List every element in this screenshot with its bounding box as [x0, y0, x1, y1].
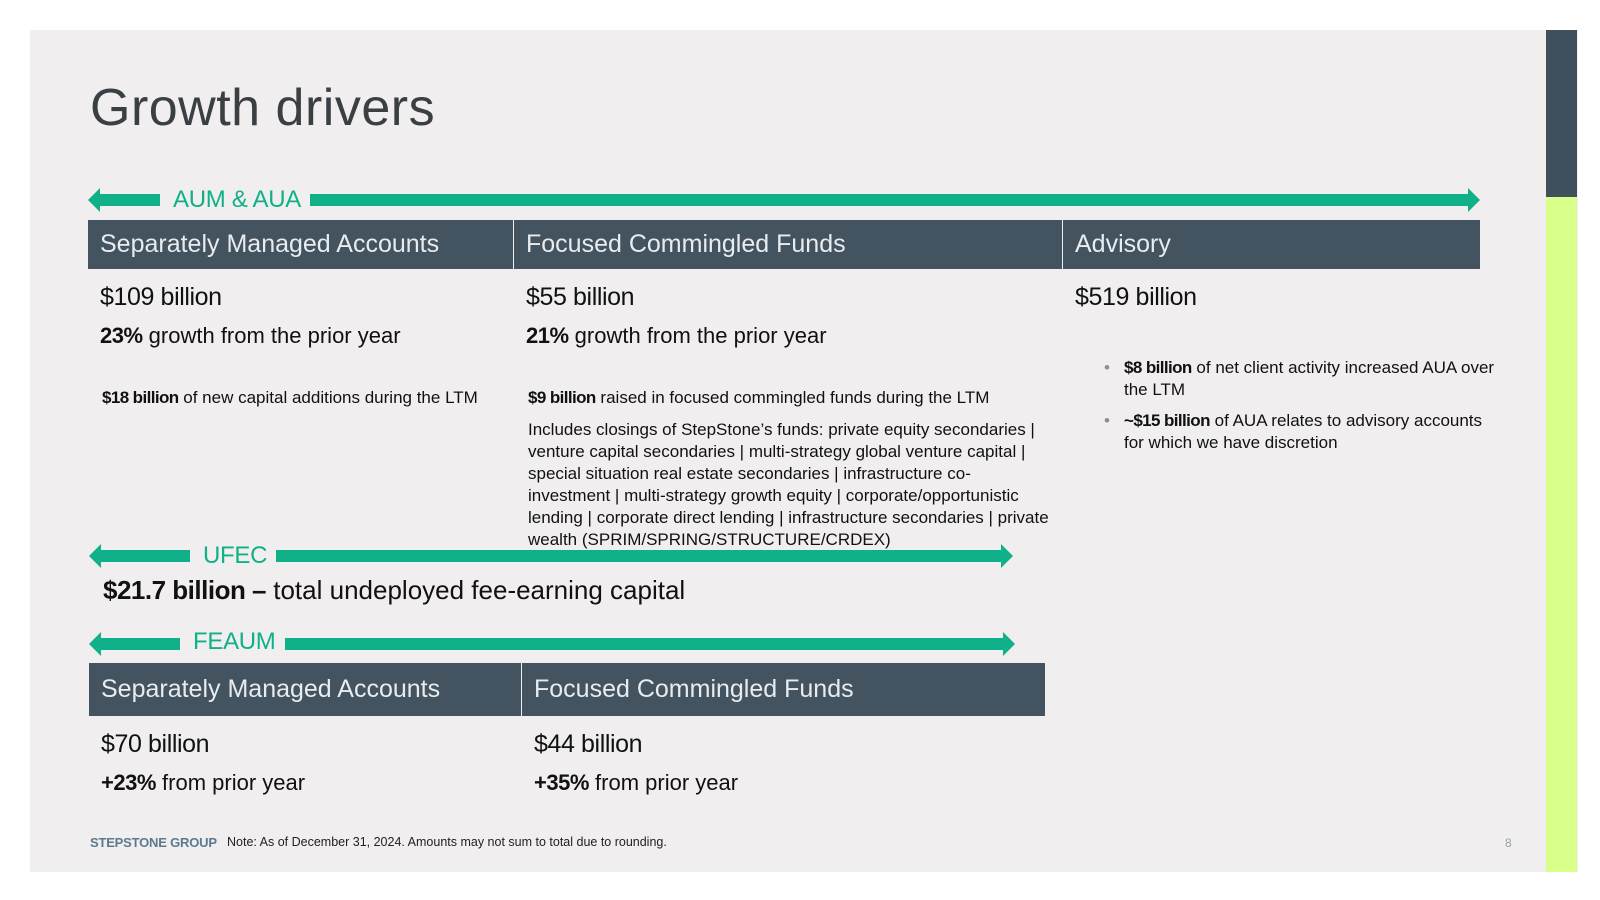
aum-sma-growth: 23% growth from the prior year — [100, 323, 401, 348]
feaum-sma-header: Separately Managed Accounts — [89, 663, 521, 716]
aum-sma-header: Separately Managed Accounts — [88, 220, 513, 269]
arrow-right-icon — [1003, 632, 1015, 656]
stepstone-logo: STEPSTONE GROUP — [90, 835, 217, 850]
aum-sma-amount: $109 billion — [100, 283, 222, 311]
bullet-icon: • — [1104, 411, 1110, 430]
feaum-fcf-growth: +35% from prior year — [534, 770, 739, 795]
aum-fcf-header: Focused Commingled Funds — [514, 220, 1062, 269]
list-item: • ~$15 billion of AUA relates to advisory accounts for which we have discretion — [1104, 411, 1483, 452]
arrow-right-icon — [1001, 544, 1013, 568]
sidebar-accent-dark — [1546, 30, 1577, 197]
feaum-sma-growth: +23% from prior year — [101, 770, 306, 795]
page-title: Growth drivers — [90, 79, 436, 137]
aum-advisory-header: Advisory — [1063, 220, 1480, 269]
feaum-fcf-amount: $44 billion — [534, 730, 643, 758]
arrow-right-icon — [1468, 188, 1480, 212]
feaum-label: FEAUM — [193, 628, 276, 655]
footer-note: Note: As of December 31, 2024. Amounts may not sum to total due to rounding. — [227, 835, 667, 849]
page-number: 8 — [1505, 836, 1512, 850]
aum-advisory-amount: $519 billion — [1075, 283, 1197, 311]
aum-aua-label: AUM & AUA — [173, 186, 301, 213]
aum-fcf-amount: $55 billion — [526, 283, 635, 311]
aum-fcf-growth: 21% growth from the prior year — [526, 323, 827, 348]
list-item: • $8 billion of net client activity increased AUA over the LTM — [1104, 358, 1495, 399]
aum-fcf-note: $9 billion raised in focused commingled funds during the LTM — [528, 388, 990, 407]
feaum-sma-amount: $70 billion — [101, 730, 210, 758]
sidebar-accent-lime — [1546, 197, 1577, 872]
ufec-label: UFEC — [203, 542, 268, 569]
feaum-fcf-header: Focused Commingled Funds — [522, 663, 1045, 716]
ufec-summary: $21.7 billion – total undeployed fee-earning capital — [103, 575, 686, 605]
advisory-bullet-list — [1098, 357, 1498, 463]
aum-sma-note: $18 billion of new capital additions during the LTM — [102, 388, 478, 407]
bullet-icon: • — [1104, 358, 1110, 377]
aum-fcf-closings: Includes closings of StepStone’s funds: private equity secondaries | venture capital secondaries | multi-strategy global venture capital | special situation real estate secondaries | infrastructure co-investment | multi-strategy growth equity | corporate/opportunistic lending | corporate direct lending | infrastructure secondaries | private wealth (SPRIM/SPRING/STRUCTURE/CRDEX) — [528, 420, 1049, 549]
